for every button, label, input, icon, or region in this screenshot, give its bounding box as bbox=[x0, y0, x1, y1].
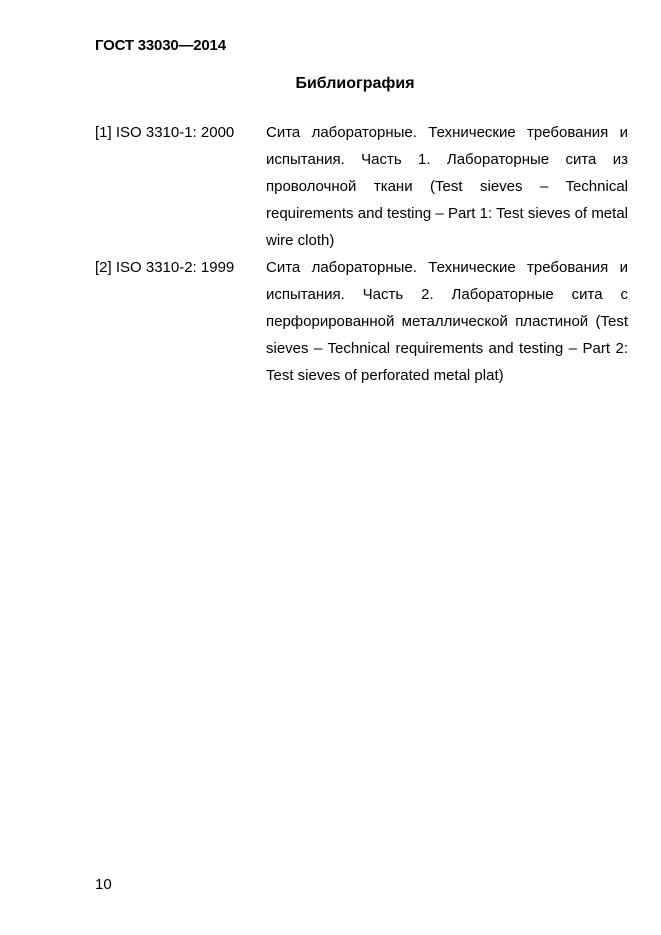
bibliography-entry-text: Сита лабораторные. Технические требования и испытания. Часть 1. Лабораторные сита из проволочной ткани (Test sieves – Technical requirements and testing – Part 1: Test sieves of metal wire cloth) bbox=[266, 124, 628, 249]
bibliography-entry-text: Сита лабораторные. Технические требования и испытания. Часть 2. Лабораторные сита с перфорированной металлической пластиной (Test sieves – Technical requirements and testing – Part 2: Test sieves of perforated metal plat) bbox=[266, 259, 628, 384]
bibliography-entry-ref: [1] ISO 3310-1: 2000 bbox=[95, 124, 235, 141]
page-number: 10 bbox=[95, 876, 112, 893]
document-standard-id: ГОСТ 33030—2014 bbox=[95, 37, 226, 54]
bibliography-list bbox=[95, 119, 628, 389]
bibliography-entry-ref: [2] ISO 3310-2: 1999 bbox=[95, 259, 235, 276]
bibliography-entry bbox=[95, 119, 628, 254]
bibliography-entry bbox=[95, 254, 628, 389]
bibliography-title: Библиография bbox=[295, 75, 415, 92]
